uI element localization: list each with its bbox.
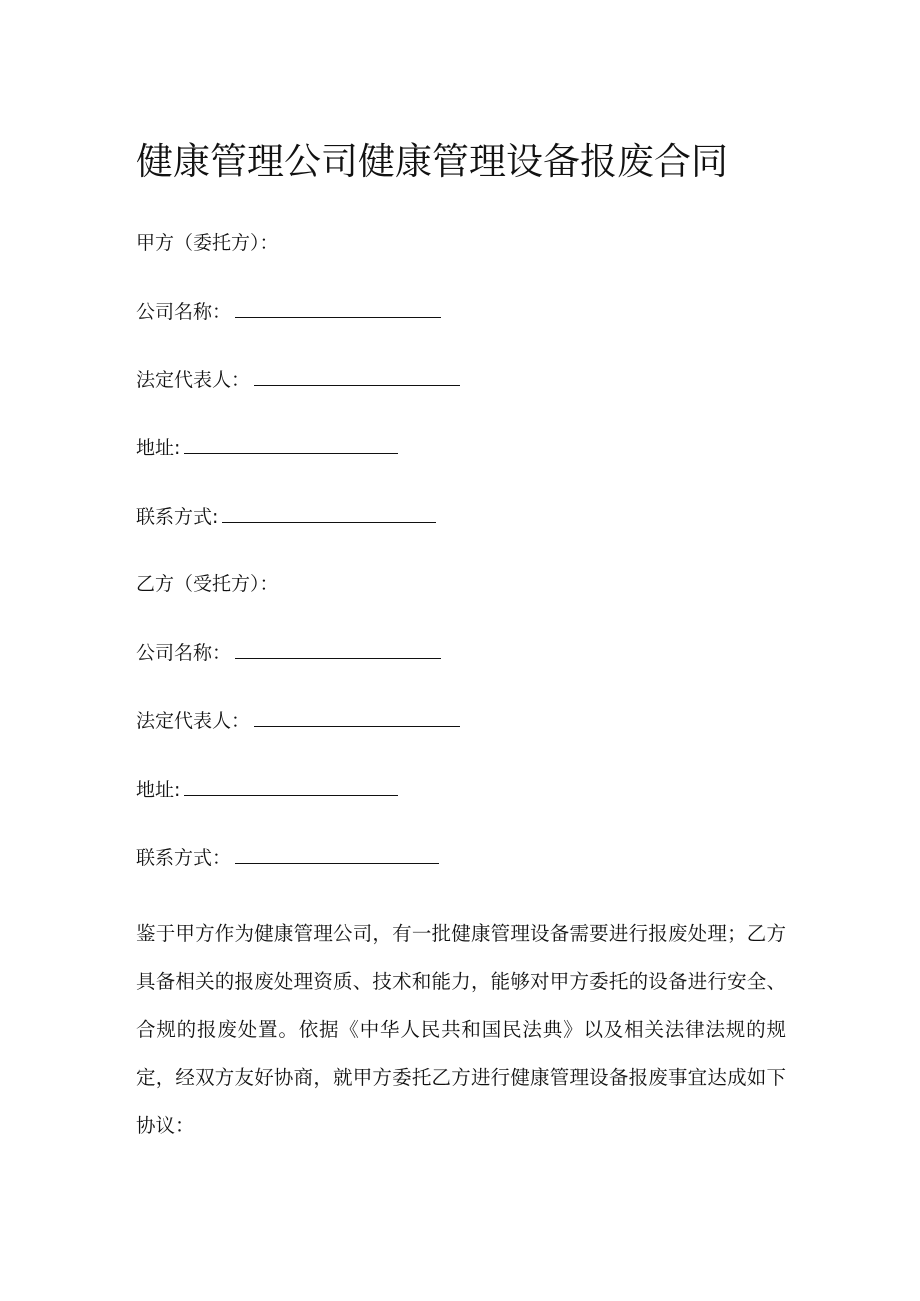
party-b-address-blank[interactable]: [184, 775, 398, 796]
document-title: 健康管理公司健康管理设备报废合同: [136, 140, 728, 183]
party-b-address-label: 地址:: [136, 779, 181, 801]
party-b-contact-blank[interactable]: [235, 843, 439, 864]
party-a-address-label: 地址:: [136, 437, 181, 459]
party-a-company-row: [136, 297, 441, 326]
party-b-contact-row: [136, 843, 439, 872]
party-b-contact-label: 联系方式：: [136, 847, 232, 869]
party-a-rep-row: [136, 365, 460, 394]
party-b-company-label: 公司名称：: [136, 642, 232, 664]
party-a-heading: 甲方（委托方）：: [136, 232, 279, 254]
party-a-contact-blank[interactable]: [222, 502, 436, 523]
party-a-address-blank[interactable]: [184, 433, 398, 454]
party-a-company-label: 公司名称：: [136, 301, 232, 323]
party-b-rep-blank[interactable]: [254, 706, 460, 727]
party-a-company-blank[interactable]: [235, 297, 441, 318]
party-b-heading: 乙方（受托方）：: [136, 573, 279, 595]
party-a-rep-label: 法定代表人：: [136, 369, 251, 391]
party-b-rep-row: [136, 706, 460, 735]
party-a-address-row: [136, 433, 398, 462]
party-a-rep-blank[interactable]: [254, 365, 460, 386]
party-a-contact-label: 联系方式:: [136, 506, 219, 528]
party-b-rep-label: 法定代表人：: [136, 710, 251, 732]
party-b-address-row: [136, 775, 398, 804]
party-b-company-row: [136, 638, 441, 667]
party-b-company-blank[interactable]: [235, 638, 441, 659]
party-a-contact-row: [136, 502, 436, 531]
preamble-paragraph: 鉴于甲方作为健康管理公司，有一批健康管理设备需要进行报废处理；乙方具备相关的报废处理资质、技术和能力，能够对甲方委托的设备进行安全、合规的报废处置。依据《中华人民共和国民法典》以及相关法律法规的规定，经双方友好协商，就甲方委托乙方进行健康管理设备报废事宜达成如下协议：: [136, 922, 786, 1137]
